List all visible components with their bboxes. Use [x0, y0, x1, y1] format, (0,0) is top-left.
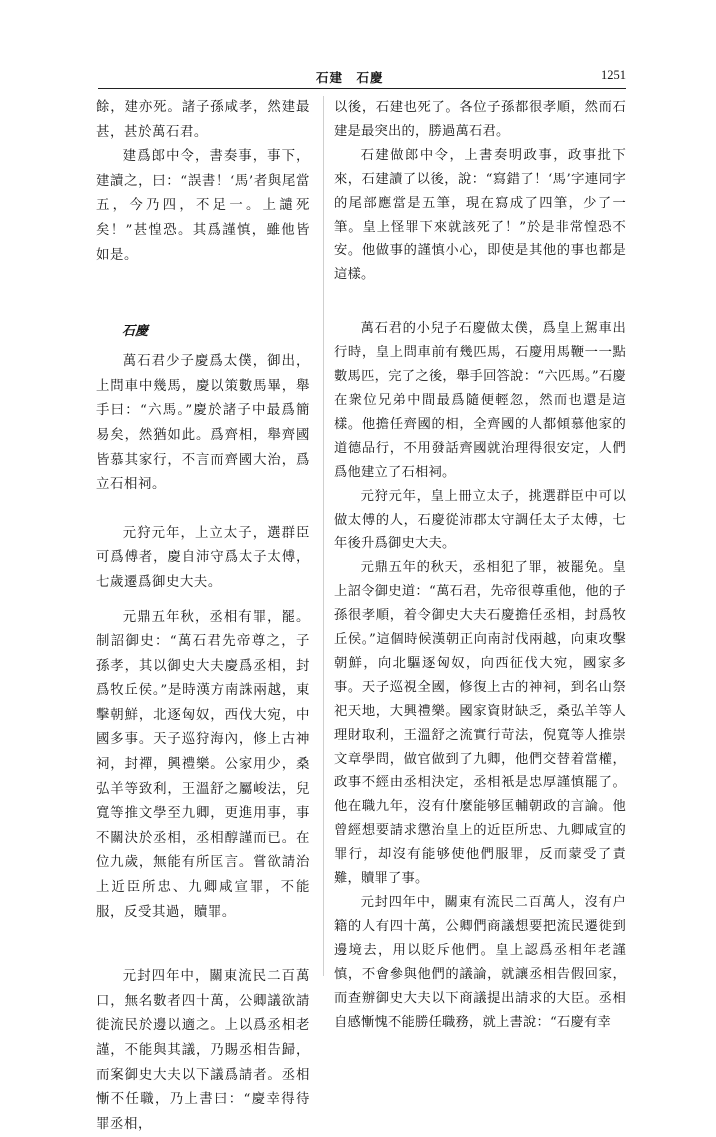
translation-paragraph-5: 元鼎五年的秋天，丞相犯了罪，被罷免。皇上詔令御史道：“萬石君，先帝很尊重他，他的子孫很孝順，着令御史大夫石慶擔任丞相，封爲牧丘侯。”這個時候漢朝正向南討伐兩越，向東攻擊朝鮮，向北驅逐匈奴，向西征伐大宛，國家多事。天子巡視全國，修復上古的神祠，到名山祭祀天地，大興禮樂。國家資財缺乏，桑弘羊等人理財取利，王溫舒之流實行苛法，倪寬等人推崇文章學問，做官做到了九卿，他們交替着當權，政事不經由丞相決定，丞相衹是忠厚謹慎罷了。他在職九年，沒有什麼能够匡輔朝政的言論。他曾經想要請求懲治皇上的近臣所忠、九卿咸宣的罪行，却沒有能够使他們服罪，反而蒙受了責難，贖罪了事。 — [334, 560, 626, 887]
classical-paragraph-1: 餘，建亦死。諸子孫咸孝，然建最甚，甚於萬石君。 — [96, 100, 310, 140]
classical-paragraph-2: 建爲郎中令，書奏事，事下，建讀之，曰：“誤書！‘馬’者與尾當五，今乃四，不足一。上譴死矣！”甚惶恐。其爲謹慎，雖他皆如是。 — [96, 149, 310, 263]
translation-paragraph-6: 元封四年中，關東有流民二百萬人，沒有户籍的人有四十萬，公卿們商議想要把流民遷徙到邊境去，用以貶斥他們。皇上認爲丞相年老謹慎，不會參與他們的議論，就讓丞相告假回家，而查辦御史大夫以下商議提出請求的大臣。丞相自感慚愧不能勝任職務，就上書說：“石慶有幸 — [334, 895, 626, 1030]
classical-text-column — [96, 96, 310, 1137]
translation-paragraph-4: 元狩元年，皇上冊立太子，挑選群臣中可以做太傅的人，石慶從沛郡太守調任太子太傅，七年後升爲御史大夫。 — [334, 488, 626, 552]
translation-paragraph-1: 以後，石建也死了。各位子孫都很孝順，然而石建是最突出的，勝過萬石君。 — [334, 100, 626, 139]
classical-paragraph-4: 元狩元年，上立太子，選群臣可爲傅者，慶自沛守爲太子太傅，七歲遷爲御史大夫。 — [96, 525, 310, 590]
translation-column — [334, 96, 626, 1034]
header-rule — [98, 88, 626, 89]
section-title: 石慶 — [122, 324, 149, 340]
translation-paragraph-3: 萬石君的小兒子石慶做太僕，爲皇上駕車出行時，皇上問車前有幾匹馬，石慶用馬鞭一一點數馬匹，完了之後，舉手回答說：“六匹馬。”石慶在衆位兄弟中間最爲隨便輕忽，然而也還是這樣。他擔任齊國的相，全齊國的人都傾慕他家的道德品行，不用發話齊國就治理得很安定，人們爲他建立了石相祠。 — [334, 321, 626, 480]
classical-paragraph-5: 元鼎五年秋，丞相有罪，罷。制詔御史：“萬石君先帝尊之，子孫孝，其以御史大夫慶爲丞相，封爲牧丘侯。”是時漢方南誅兩越，東擊朝鮮，北逐匈奴，西伐大宛，中國多事。天子巡狩海內，修上古神祠，封禪，興禮樂。公家用少，桑弘羊等致利，王溫舒之屬峻法，兒寬等推文學至九卿，更進用事，事不關決於丞相，丞相醇謹而已。在位九歲，無能有所匡言。嘗欲請治上近臣所忠、九卿咸宣罪，不能服，反受其過，贖罪。 — [96, 609, 310, 920]
running-title: 石建 石慶 — [316, 70, 384, 85]
translation-paragraph-2: 石建做郎中令，上書奏明政事，政事批下來，石建讀了以後，說：“寫錯了！‘馬’字連同字的尾部應當是五筆，現在寫成了四筆，少了一筆。皇上怪罪下來就該死了！”於是非常惶恐不安。他做事的謹慎小心，即使是其他的事也都是這樣。 — [334, 147, 626, 283]
classical-paragraph-3: 萬石君少子慶爲太僕，御出，上問車中幾馬，慶以策數馬畢，舉手曰：“六馬。”慶於諸子中最爲簡易矣，然猶如此。爲齊相，舉齊國皆慕其家行，不言而齊國大治，爲立石相祠。 — [96, 354, 310, 493]
page-number: 1251 — [601, 68, 626, 82]
column-divider — [323, 96, 324, 976]
classical-paragraph-6: 元封四年中，關東流民二百萬口，無名數者四十萬，公卿議欲請徙流民於邊以適之。上以爲丞相老謹，不能與其議，乃賜丞相告歸，而案御史大夫以下議爲請者。丞相慚不任職，乃上書曰：“慶幸得待罪丞相， — [96, 969, 310, 1132]
